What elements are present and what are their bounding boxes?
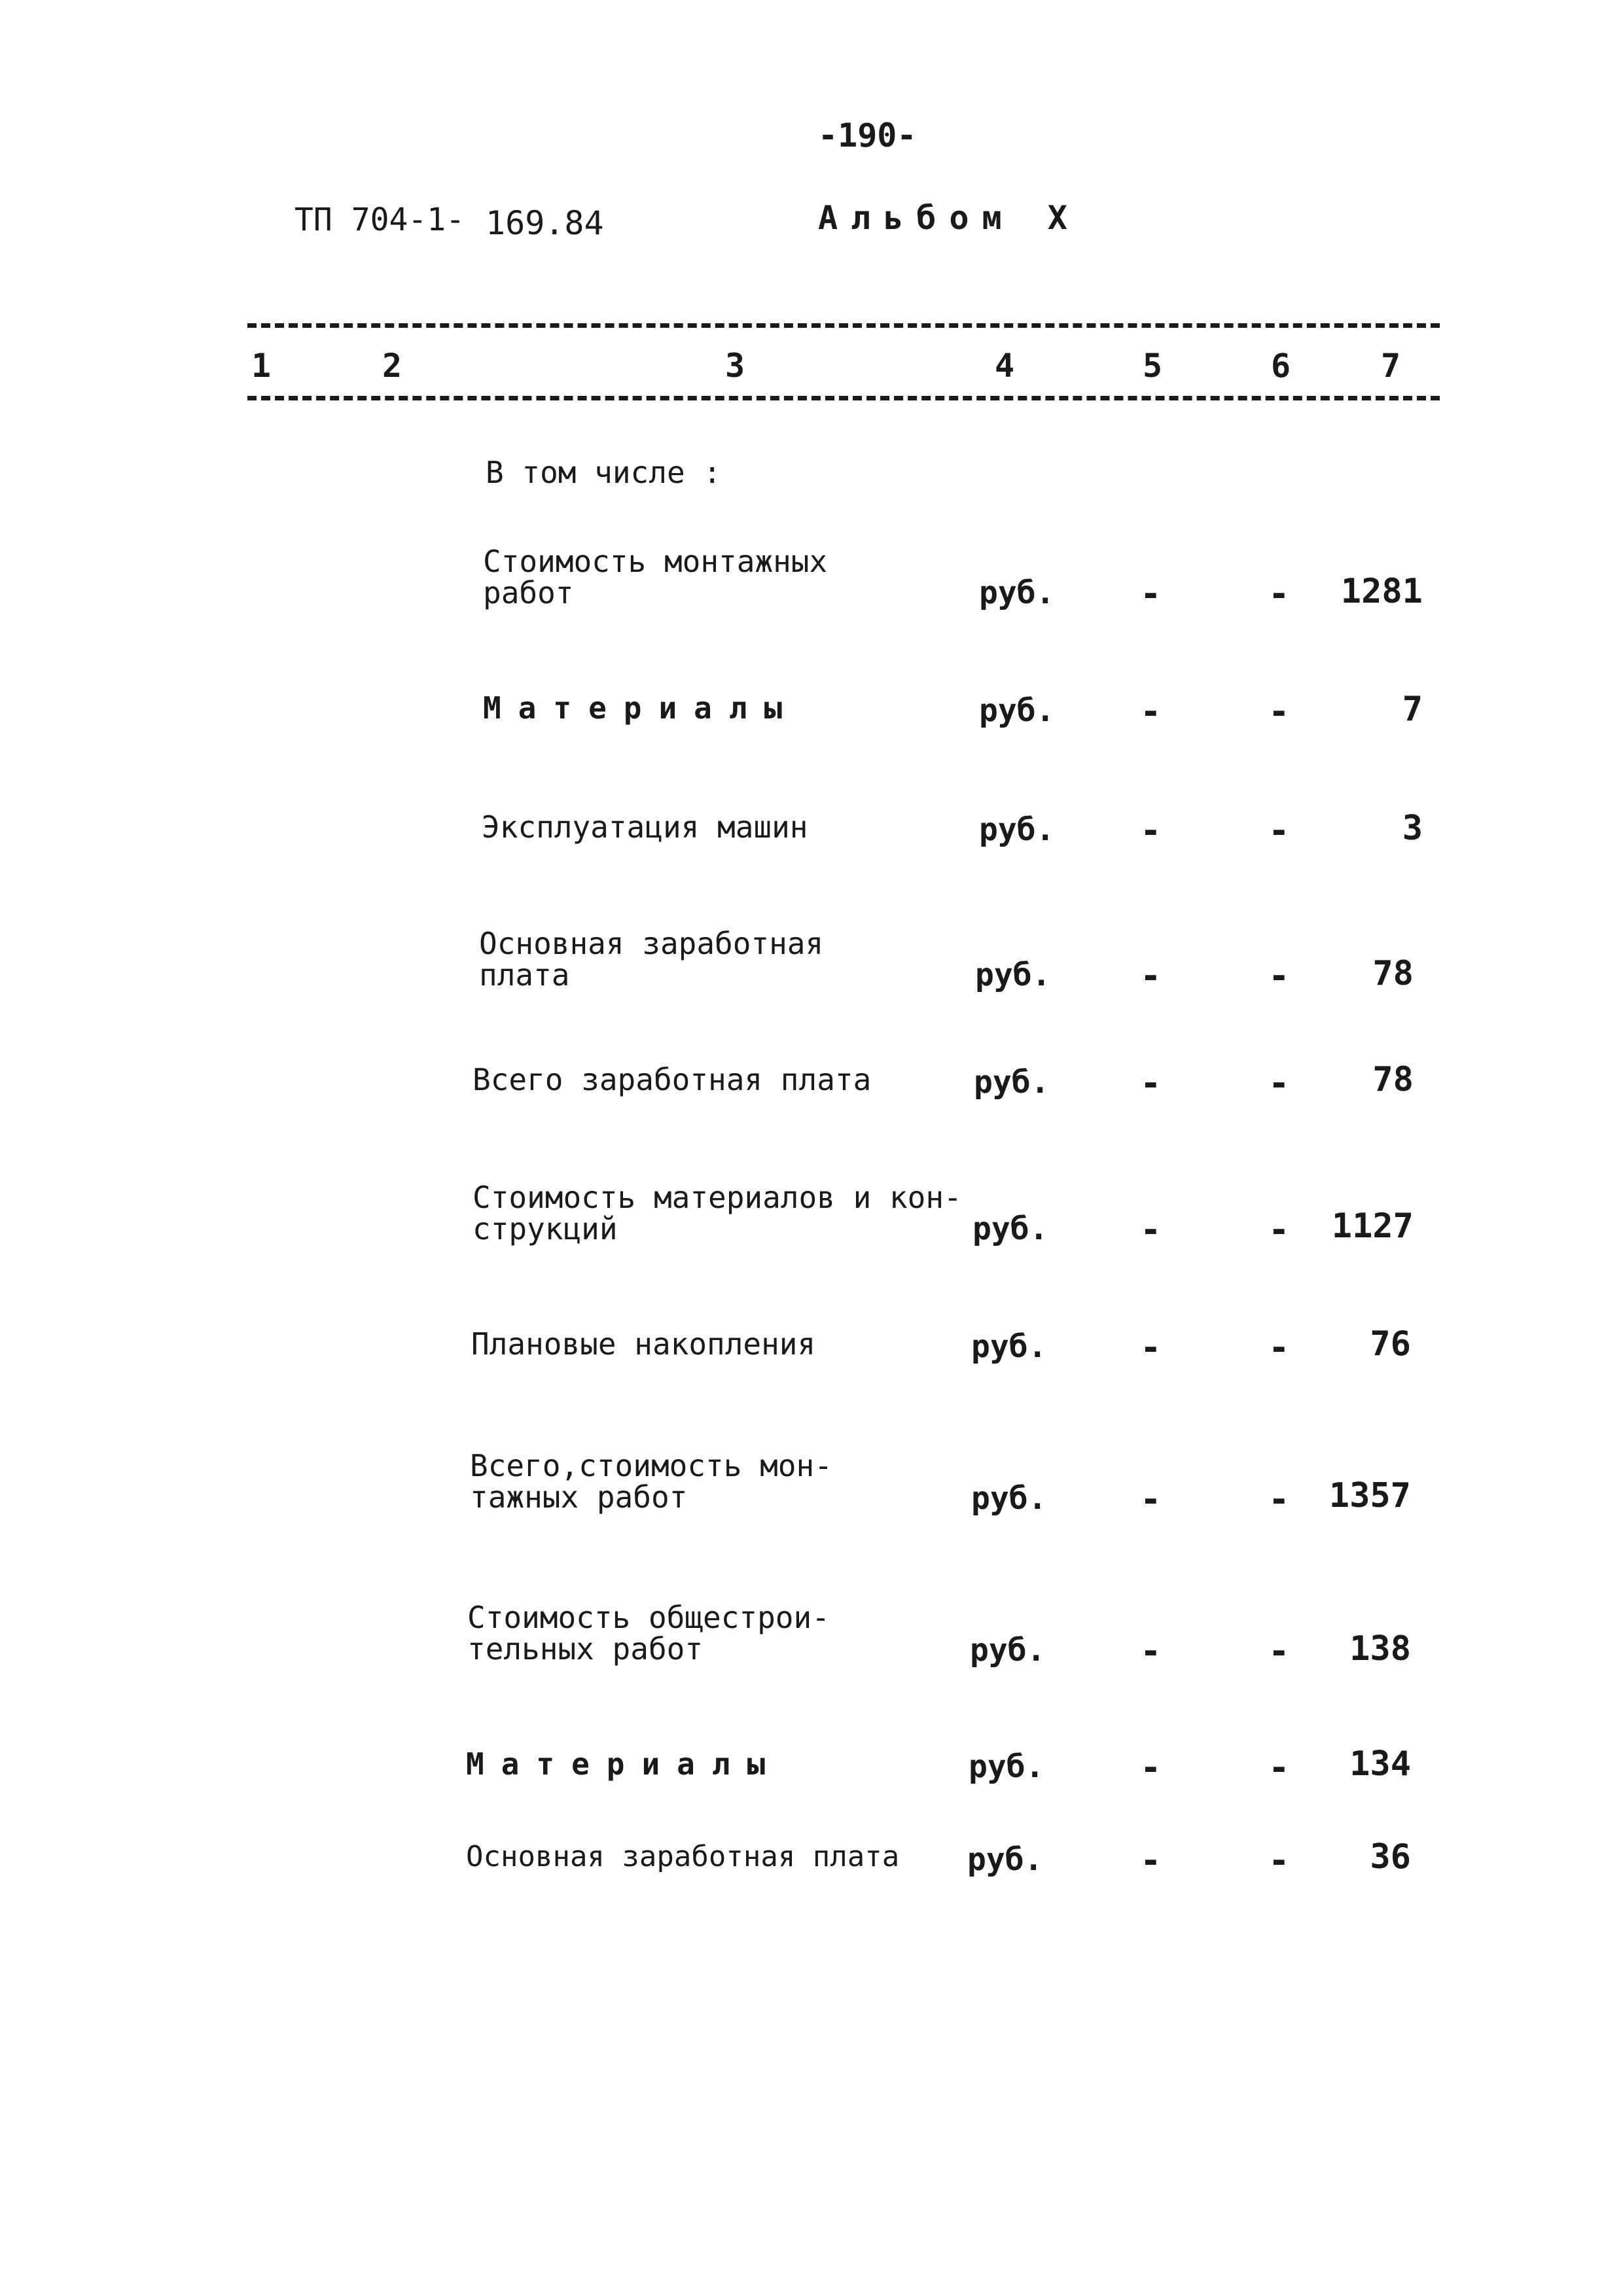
- row-value: 78: [1372, 1060, 1414, 1099]
- row-col5: -: [1140, 810, 1162, 851]
- row-unit: руб.: [971, 1328, 1047, 1365]
- row-name: Плановые накопления: [471, 1326, 816, 1362]
- row-col5: -: [1140, 691, 1162, 732]
- row-col6: -: [1268, 1631, 1290, 1672]
- row-value: 78: [1372, 954, 1414, 993]
- row-name: Материалы: [466, 1746, 783, 1782]
- page-number: -190-: [818, 116, 917, 154]
- row-col6: -: [1268, 1209, 1290, 1250]
- row-value: 138: [1349, 1629, 1411, 1669]
- row-col5: -: [1140, 1327, 1162, 1368]
- row-name: Основная заработная плата: [479, 926, 824, 993]
- row-col5: -: [1140, 1209, 1162, 1250]
- column-header-5: 5: [1143, 347, 1163, 385]
- row-unit: руб.: [979, 574, 1055, 611]
- column-header-1: 1: [251, 347, 272, 385]
- header-rule-top: [247, 323, 1440, 328]
- row-unit: руб.: [971, 1480, 1047, 1517]
- row-col6: -: [1268, 810, 1290, 851]
- row-col5: -: [1140, 1840, 1162, 1881]
- row-col6: -: [1268, 1479, 1290, 1520]
- row-col5: -: [1140, 1063, 1162, 1104]
- column-header-7: 7: [1381, 347, 1401, 385]
- row-col5: -: [1140, 1631, 1162, 1672]
- row-unit: руб.: [974, 1064, 1050, 1101]
- row-name: Всего,стоимость мон- тажных работ: [470, 1448, 832, 1515]
- row-value: 76: [1370, 1324, 1411, 1364]
- row-unit: руб.: [979, 692, 1055, 729]
- row-col6: -: [1268, 1840, 1290, 1881]
- row-col5: -: [1140, 1479, 1162, 1520]
- column-header-6: 6: [1271, 347, 1291, 385]
- row-col6: -: [1268, 1063, 1290, 1104]
- row-unit: руб.: [970, 1632, 1046, 1669]
- column-header-2: 2: [382, 347, 402, 385]
- row-value: 7: [1402, 690, 1423, 729]
- row-name: Эксплуатация машин: [482, 809, 808, 845]
- row-value: 1127: [1331, 1207, 1414, 1246]
- row-value: 3: [1402, 809, 1423, 848]
- document-code: ТП 704-1-: [294, 202, 465, 238]
- row-col6: -: [1268, 1327, 1290, 1368]
- row-name: Всего заработная плата: [473, 1062, 872, 1097]
- row-name: Стоимость монтажных работ: [483, 544, 828, 610]
- row-name: Материалы: [483, 690, 800, 726]
- document-number: 169.84: [486, 204, 604, 242]
- row-name: Стоимость материалов и кон- струкций: [473, 1180, 962, 1246]
- row-col6: -: [1268, 1747, 1290, 1788]
- row-value: 1357: [1329, 1476, 1411, 1515]
- row-unit: руб.: [969, 1748, 1044, 1785]
- row-col6: -: [1268, 955, 1290, 997]
- album-label: Альбом X: [818, 199, 1080, 237]
- row-value: 134: [1349, 1744, 1411, 1784]
- row-unit: руб.: [975, 957, 1051, 993]
- row-name: Основная заработная плата: [466, 1840, 900, 1873]
- header-rule-bottom: [247, 396, 1440, 400]
- row-unit: руб.: [972, 1210, 1048, 1247]
- row-value: 1281: [1340, 572, 1423, 611]
- table-intro: В том числе :: [486, 455, 722, 490]
- row-unit: руб.: [979, 811, 1055, 848]
- row-col5: -: [1140, 955, 1162, 997]
- row-value: 36: [1370, 1837, 1411, 1877]
- column-header-4: 4: [995, 347, 1015, 385]
- column-header-3: 3: [725, 347, 745, 385]
- row-col6: -: [1268, 573, 1290, 614]
- row-unit: руб.: [967, 1841, 1043, 1878]
- row-col5: -: [1140, 573, 1162, 614]
- row-col6: -: [1268, 691, 1290, 732]
- row-col5: -: [1140, 1747, 1162, 1788]
- row-name: Стоимость общестрои- тельных работ: [467, 1600, 830, 1667]
